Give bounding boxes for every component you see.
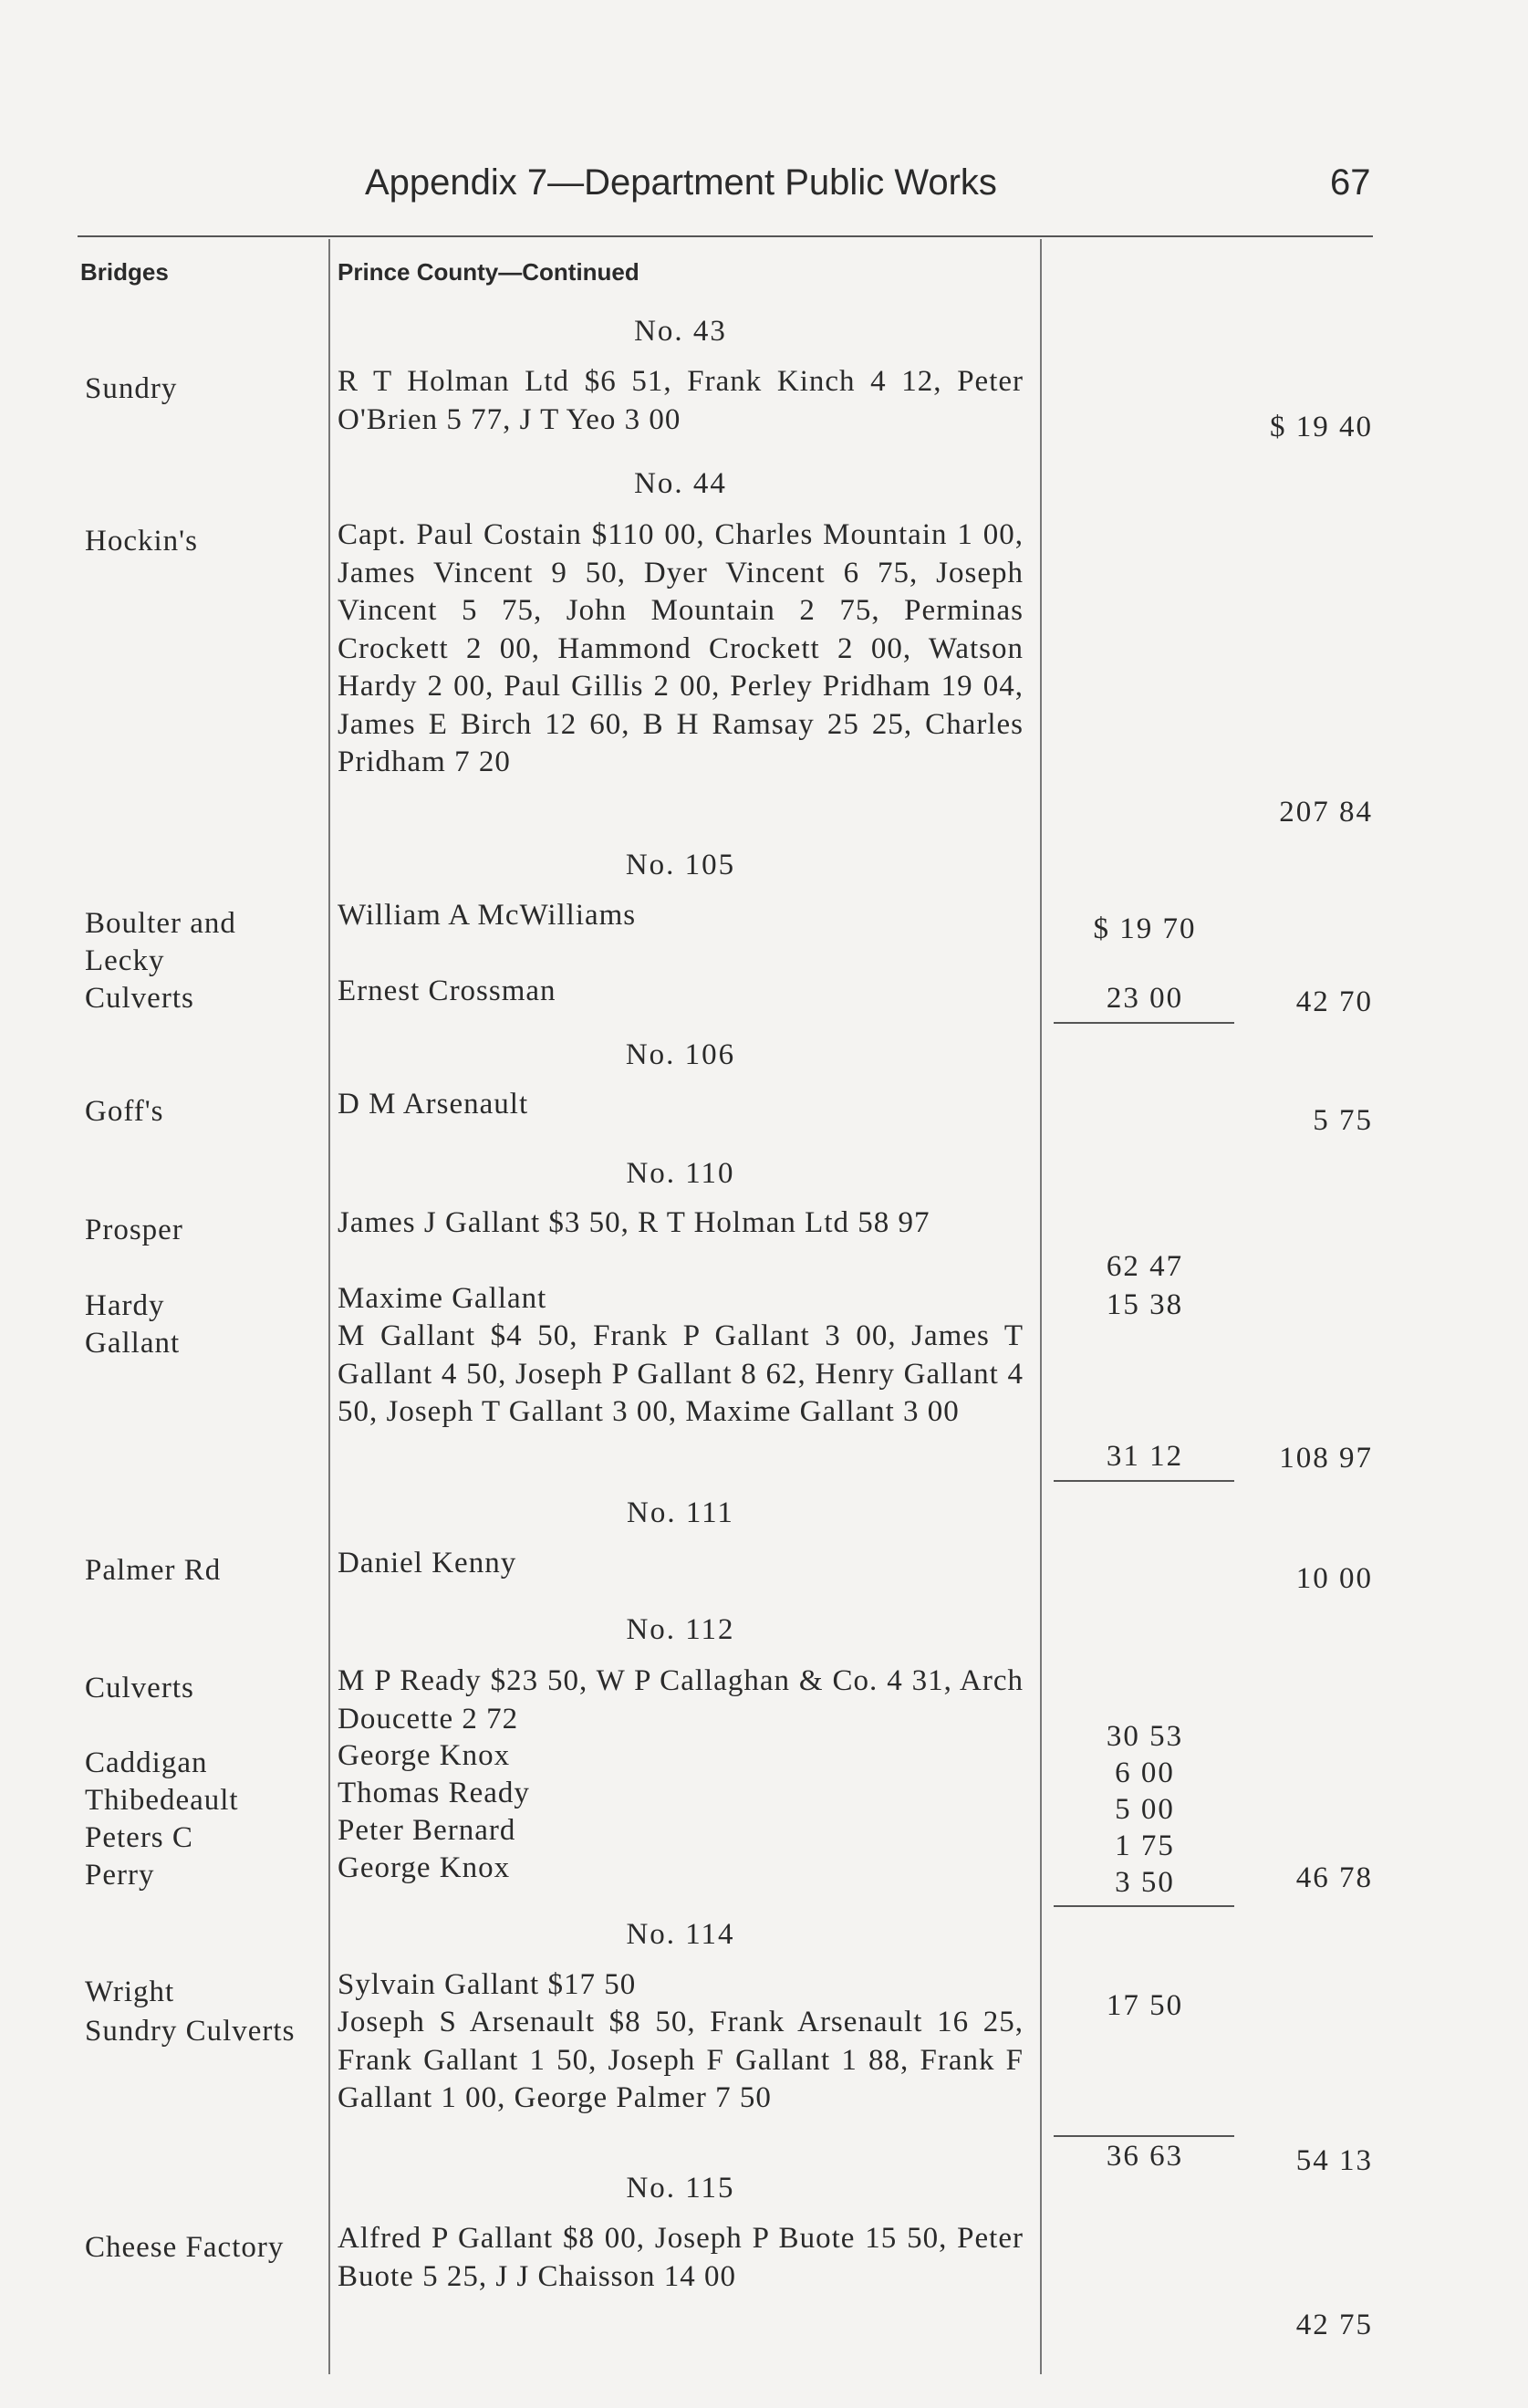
- bridge-label: Peters C: [85, 1821, 193, 1854]
- line-amount: 3 50: [1115, 1866, 1175, 1899]
- payee-text: D M Arsenault: [338, 1088, 529, 1121]
- line-amount: 15 38: [1106, 1288, 1184, 1321]
- header-rule: [78, 235, 1373, 237]
- line-amount: 17 50: [1106, 1989, 1184, 2022]
- line-amount: 36 63: [1106, 2140, 1184, 2173]
- payee-text: M P Ready $23 50, W P Callaghan & Co. 4 31, Arch Doucette 2 72: [338, 1664, 1024, 1736]
- section-title: No. 44: [634, 467, 727, 500]
- bridge-label: Sundry Culverts: [85, 2015, 296, 2048]
- payee-text: M Gallant $4 50, Frank P Gallant 3 00, James T Gallant 4 50, Joseph P Gallant 8 62, Henry Gallant 4 50, Joseph T Gallant 3 00, Maxime Gallant 3 00: [338, 1319, 1024, 1428]
- bridge-label: Gallant: [85, 1327, 181, 1360]
- section-title: No. 114: [626, 1918, 735, 1951]
- payee-text: Ernest Crossman: [338, 975, 556, 1007]
- bridge-label: Wright: [85, 1975, 175, 2008]
- column-divider-right: [1040, 239, 1042, 2374]
- subtotal-rule: [1054, 2135, 1234, 2137]
- total-amount: 42 75: [1295, 2309, 1373, 2341]
- bridge-label: Sundry: [85, 372, 178, 405]
- payee-text: Alfred P Gallant $8 00, Joseph P Buote 15 50, Peter Buote 5 25, J J Chaisson 14 00: [338, 2222, 1024, 2293]
- subtotal-rule: [1054, 1022, 1234, 1024]
- column-header-county: Prince County—Continued: [338, 258, 639, 286]
- payee-text: William A McWilliams: [338, 899, 637, 932]
- subtotal-rule: [1054, 1480, 1234, 1482]
- payee-text: George Knox: [338, 1739, 511, 1772]
- payee-text: George Knox: [338, 1851, 511, 1884]
- section-title: No. 106: [625, 1038, 736, 1071]
- total-amount: 46 78: [1295, 1861, 1373, 1894]
- line-amount: 31 12: [1106, 1440, 1184, 1473]
- payee-text: Capt. Paul Costain $110 00, Charles Mountain 1 00, James Vincent 9 50, Dyer Vincent 6 75, Joseph Vincent 5 75, John Mountain 2 75, Perminas Crockett 2 00, Hammond Crockett 2 00, Watson Hardy 2 00, Paul Gillis 2 00, Perley Pridham 19 04, James E Birch 12 60, B H Ramsay 25 25, Charles Pridham 7 20: [338, 518, 1024, 778]
- payee-text: Maxime Gallant: [338, 1282, 547, 1315]
- total-amount: 108 97: [1279, 1442, 1373, 1475]
- payee-text: R T Holman Ltd $6 51, Frank Kinch 4 12, Peter O'Brien 5 77, J T Yeo 3 00: [338, 365, 1024, 436]
- page-title: Appendix 7—Department Public Works: [365, 162, 997, 203]
- section-title: No. 43: [634, 315, 727, 348]
- payee-text: James J Gallant $3 50, R T Holman Ltd 58 97: [338, 1206, 930, 1239]
- bridge-label: Palmer Rd: [85, 1554, 222, 1587]
- bridge-label: Culverts: [85, 1672, 194, 1704]
- section-title: No. 105: [625, 849, 736, 881]
- line-amount: 23 00: [1106, 982, 1184, 1015]
- page-number: 67: [1330, 162, 1371, 203]
- total-amount: 54 13: [1295, 2144, 1373, 2177]
- bridge-label: Hockin's: [85, 525, 198, 558]
- bridge-label: Prosper: [85, 1214, 183, 1246]
- total-amount: 42 70: [1295, 985, 1373, 1018]
- total-amount: 5 75: [1313, 1104, 1373, 1137]
- payee-text: Sylvain Gallant $17 50: [338, 1968, 637, 2001]
- bridge-label: Culverts: [85, 982, 194, 1015]
- bridge-label: Caddigan: [85, 1746, 208, 1779]
- bridge-label: Hardy: [85, 1289, 165, 1322]
- column-divider-left: [328, 239, 330, 2374]
- bridge-label: Goff's: [85, 1095, 164, 1128]
- line-amount: $ 19 70: [1093, 912, 1197, 945]
- section-title: No. 115: [626, 2172, 735, 2205]
- total-amount: $ 19 40: [1270, 411, 1373, 443]
- section-title: No. 110: [626, 1157, 735, 1190]
- section-title: No. 112: [626, 1613, 735, 1646]
- payee-text: Joseph S Arsenault $8 50, Frank Arsenault 16 25, Frank Gallant 1 50, Joseph F Gallant 1 88, Frank F Gallant 1 00, George Palmer 7 50: [338, 2006, 1024, 2114]
- total-amount: 10 00: [1295, 1562, 1373, 1595]
- bridge-label: Thibedeault: [85, 1784, 239, 1817]
- line-amount: 62 47: [1106, 1250, 1184, 1283]
- column-header-bridges: Bridges: [80, 258, 169, 286]
- bridge-label: Perry: [85, 1859, 155, 1892]
- bridge-label: Cheese Factory: [85, 2231, 285, 2264]
- bridge-label: Boulter and Lecky: [85, 907, 236, 977]
- payee-text: Thomas Ready: [338, 1777, 530, 1809]
- line-amount: 1 75: [1115, 1829, 1175, 1862]
- line-amount: 30 53: [1106, 1720, 1184, 1753]
- line-amount: 6 00: [1115, 1756, 1175, 1789]
- total-amount: 207 84: [1279, 796, 1373, 829]
- section-title: No. 111: [627, 1496, 734, 1529]
- subtotal-rule: [1054, 1905, 1234, 1907]
- payee-text: Daniel Kenny: [338, 1547, 517, 1579]
- payee-text: Peter Bernard: [338, 1814, 516, 1847]
- line-amount: 5 00: [1115, 1793, 1175, 1826]
